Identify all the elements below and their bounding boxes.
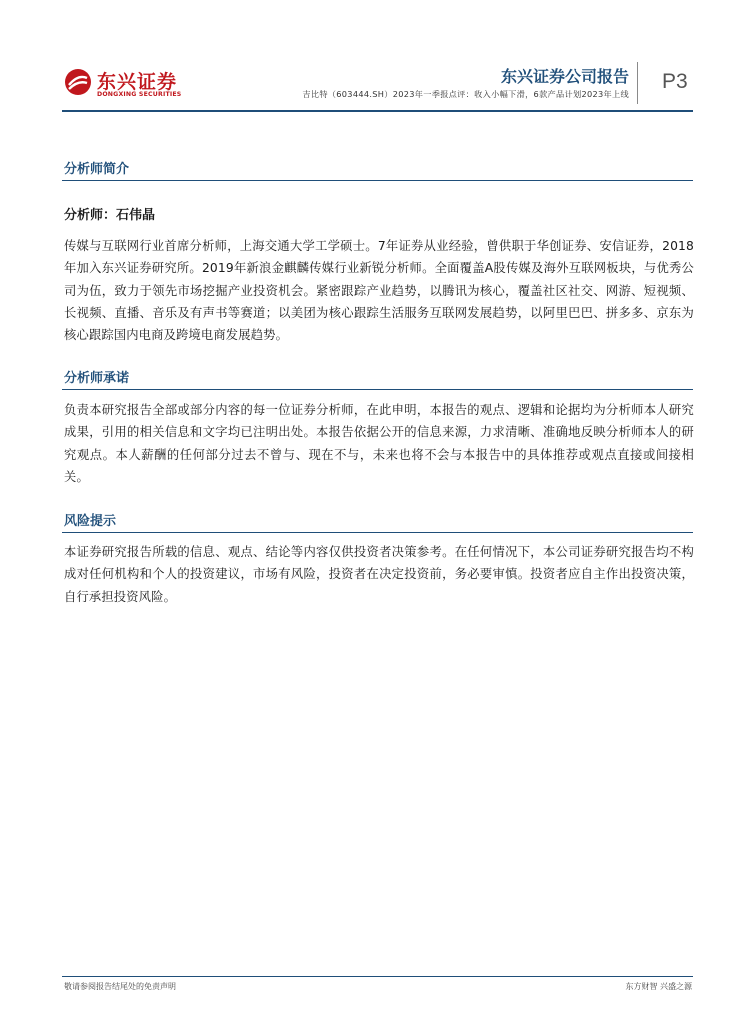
section-rule — [62, 180, 693, 181]
footer-disclaimer-note: 敬请参阅报告结尾处的免责声明 — [64, 982, 176, 991]
analyst-intro-paragraph: 传媒与互联网行业首席分析师，上海交通大学工学硕士。7年证券从业经验，曾供职于华创证券、安信证券，2018年加入东兴证券研究所。2019年新浪金麒麟传媒行业新锐分析师。全面覆盖A股传媒及海外互联网板块，与优秀公司为伍，致力于领先市场挖掘产业投资机会。紧密跟踪产业趋势，以腾讯为核心，覆盖社区社交、网游、短视频、长视频、直播、音乐及有声书等赛道；以美团为核心跟踪生活服务互联网发展趋势，以阿里巴巴、拼多多、京东为核心跟踪国内电商及跨境电商发展趋势。 — [64, 239, 694, 343]
footer-rule — [62, 976, 693, 977]
header-rule — [62, 110, 693, 112]
section-rule — [62, 389, 693, 390]
section-title-risk-warning: 风险提示 — [64, 514, 117, 529]
report-brand-title: 东兴证券公司报告 — [500, 67, 629, 86]
logo-english-text: DONGXING SECURITIES — [97, 91, 182, 98]
footer-slogan: 东方财智 兴盛之源 — [625, 982, 692, 991]
logo-chinese-text: 东兴证券 — [97, 71, 178, 93]
section-title-analyst-commitment: 分析师承诺 — [64, 371, 130, 386]
analyst-commitment-paragraph: 负责本研究报告全部或部分内容的每一位证券分析师，在此申明，本报告的观点、逻辑和论据均为分析师本人研究成果，引用的相关信息和文字均已注明出处。本报告依据公开的信息来源，力求清晰、准确地反映分析师本人的研究观点。本人薪酬的任何部分过去不曾与、现在不与，未来也将不会与本报告中的具体推荐或观点直接或间接相关。 — [64, 403, 694, 484]
report-subtitle: 吉比特（603444.SH）2023年一季报点评：收入小幅下滑，6款产品计划2023年上线 — [302, 89, 629, 99]
analyst-name: 分析师：石伟晶 — [64, 208, 156, 223]
company-logo-icon — [64, 68, 92, 96]
section-title-analyst-intro: 分析师简介 — [64, 162, 130, 177]
section-rule — [62, 532, 693, 533]
company-logo — [64, 66, 194, 106]
risk-warning-paragraph: 本证券研究报告所载的信息、观点、结论等内容仅供投资者决策参考。在任何情况下，本公司证券研究报告均不构成对任何机构和个人的投资建议，市场有风险，投资者在决定投资前，务必要审慎。投资者应自主作出投资决策，自行承担投资风险。 — [64, 545, 694, 604]
page-number: P3 — [662, 70, 688, 93]
header-vertical-divider — [637, 62, 638, 104]
